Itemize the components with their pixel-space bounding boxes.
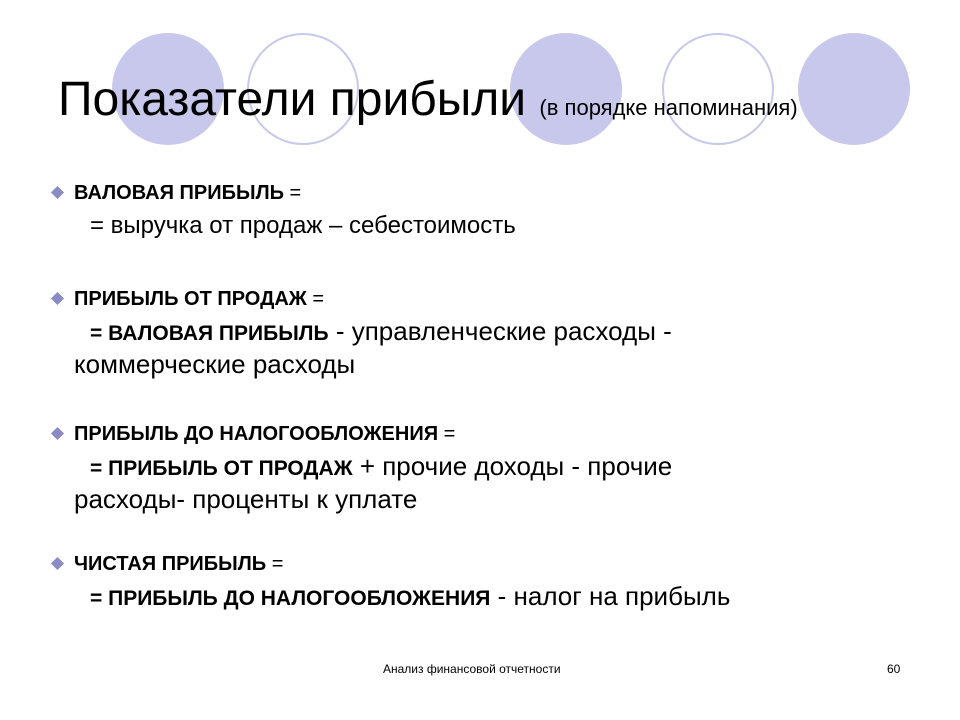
footer-caption: Анализ финансовой отчетности <box>383 662 561 676</box>
formula-bold: = ПРИБЫЛЬ ДО НАЛОГООБЛОЖЕНИЯ <box>90 587 491 610</box>
slide-title <box>58 72 798 136</box>
formula-bold: = ВАЛОВАЯ ПРИБЫЛЬ <box>90 322 329 345</box>
item-heading <box>48 286 908 312</box>
formula-text: + прочие доходы - прочие <box>352 451 673 481</box>
item-heading-text: ВАЛОВАЯ ПРИБЫЛЬ <box>74 182 284 204</box>
item-heading-text: ПРИБЫЛЬ ОТ ПРОДАЖ <box>74 288 307 310</box>
list-item <box>48 286 908 380</box>
decor-circle <box>798 33 910 145</box>
item-heading <box>48 551 908 577</box>
list-item <box>48 551 908 614</box>
diamond-bullet-icon <box>52 187 63 198</box>
title-main: Показатели прибыли <box>58 73 527 126</box>
formula-continuation: расходы- проценты к уплате <box>74 484 418 514</box>
formula-text: - управленческие расходы - <box>328 316 672 346</box>
item-heading <box>48 421 908 447</box>
list-item <box>48 180 908 241</box>
formula-continuation: коммерческие расходы <box>74 349 356 379</box>
formula-bold: = ПРИБЫЛЬ ОТ ПРОДАЖ <box>90 457 353 480</box>
diamond-bullet-icon <box>52 428 63 439</box>
item-heading-eq: = <box>306 288 325 310</box>
item-heading-text: ПРИБЫЛЬ ДО НАЛОГООБЛОЖЕНИЯ <box>74 423 439 445</box>
item-heading-eq: = <box>284 182 302 204</box>
item-formula <box>48 316 908 380</box>
diamond-bullet-icon <box>52 293 63 304</box>
diamond-bullet-icon <box>52 558 63 569</box>
item-formula <box>48 210 908 241</box>
page-number: 60 <box>887 662 901 676</box>
item-formula <box>48 581 908 614</box>
item-heading <box>48 180 908 206</box>
formula-text: = выручка от продаж – себестоимость <box>90 212 516 239</box>
item-heading-text: ЧИСТАЯ ПРИБЫЛЬ <box>74 553 267 575</box>
title-subtitle: (в порядке напоминания) <box>539 95 798 120</box>
formula-text: - налог на прибыль <box>490 581 731 611</box>
item-heading-eq: = <box>266 553 284 575</box>
item-heading-eq: = <box>438 423 456 445</box>
item-formula <box>48 451 908 515</box>
list-item <box>48 421 908 515</box>
